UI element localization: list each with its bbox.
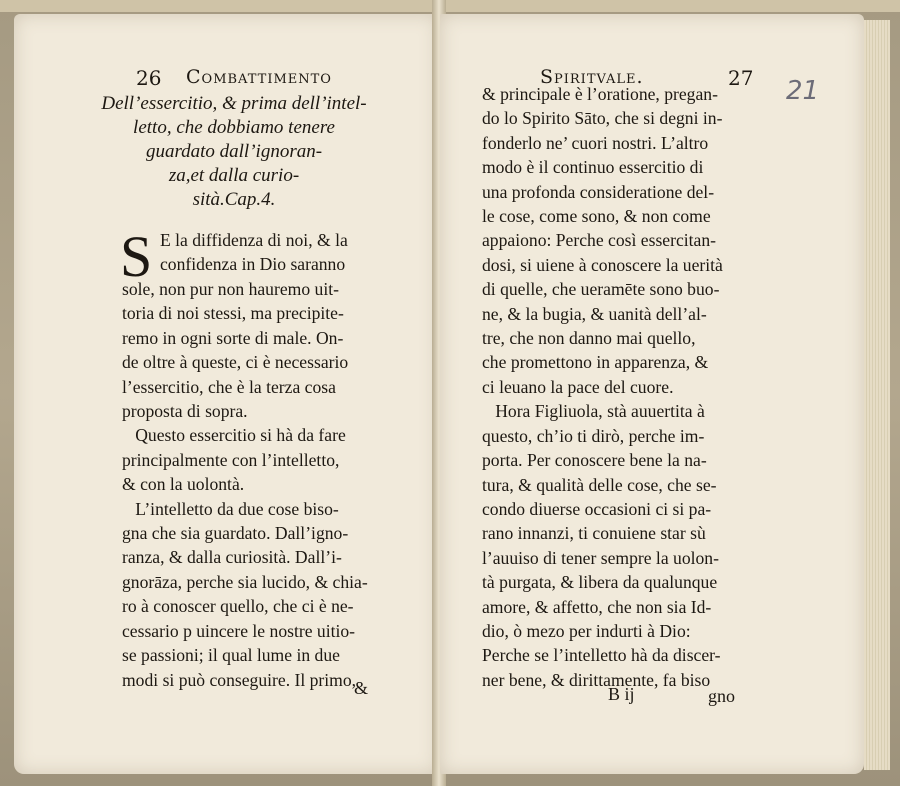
chapter-heading	[74, 92, 394, 212]
text-line: ro à conoscer quello, che ci è ne-	[122, 596, 354, 617]
text-line: ci leuano la pace del cuore.	[482, 376, 674, 397]
cover-edge	[0, 0, 900, 12]
text-line: le cose, come sono, & non come	[482, 206, 711, 227]
text-line: di quelle, che ueramēte sono buo-	[482, 279, 720, 300]
text-line: una profonda consideratione del-	[482, 181, 715, 202]
text-line: dosi, si uiene à conoscere la uerità	[482, 254, 723, 275]
drop-capital: S	[120, 224, 153, 289]
pencil-folio-note: 21	[786, 76, 820, 106]
right-page-number: 27	[728, 66, 754, 90]
heading-line: za,et dalla curio-	[168, 165, 300, 186]
text-line: rano innanzi, ti conuiene star sù	[482, 523, 706, 544]
text-line: tura, & qualità delle cose, che se-	[482, 474, 717, 495]
text-line: do lo Spirito Sāto, che si degni in-	[482, 108, 723, 129]
text-line: che promettono in apparenza, &	[482, 352, 709, 373]
text-line: l’auuiso di tener sempre la uolon-	[482, 547, 719, 568]
text-line: porta. Per conoscere bene la na-	[482, 450, 707, 471]
text-line: gnorāza, perche sia lucido, & chia-	[122, 571, 368, 592]
text-line: cessario p uincere le nostre uitio-	[122, 620, 356, 641]
text-line: ne, & la bugia, & uanità dell’al-	[482, 303, 707, 324]
text-line: Perche se l’intelletto hà da discer-	[482, 645, 721, 666]
text-line: appaiono: Perche così essercitan-	[482, 230, 717, 251]
left-catchword: &	[354, 678, 369, 698]
text-line: & con la uolontà.	[122, 474, 245, 495]
text-line: fonderlo ne’ cuori nostri. L’altro	[482, 132, 709, 153]
heading-line: guardato dall’ignoran-	[145, 141, 323, 162]
text-line: proposta di sopra.	[122, 401, 248, 422]
left-body	[122, 277, 368, 692]
text-line: confidenza in Dio saranno	[160, 254, 346, 275]
text-line: gna che sia guardato. Dall’igno-	[122, 523, 349, 544]
text-line: & principale è l’oratione, pregan-	[482, 84, 718, 104]
text-line: dio, ò mezo per indurti à Dio:	[482, 620, 691, 641]
right-running-head: Spiritvale.	[540, 66, 644, 88]
text-line: tre, che non danno mai quello,	[482, 328, 696, 349]
fore-edge	[864, 20, 890, 770]
dropcap-lines	[160, 228, 348, 277]
text-line: ner bene, & dirittamente, fa biso	[482, 669, 711, 690]
text-line: tà purgata, & libera da qualunque	[482, 572, 718, 593]
heading-line: Dell’essercitio, & prima dell’intel-	[101, 93, 367, 114]
right-catchword: gno	[708, 686, 735, 706]
text-line: modo è il continuo essercitio di	[482, 157, 704, 178]
text-line: L’intelletto da due cose biso-	[122, 498, 339, 519]
text-line: condo diuerse occasioni ci si pa-	[482, 498, 712, 519]
left-running-head: Combattimento	[186, 66, 332, 88]
text-line: ranza, & dalla curiosità. Dall’i-	[122, 547, 342, 568]
text-line: amore, & affetto, che non sia Id-	[482, 596, 712, 617]
text-line: Questo essercitio si hà da fare	[122, 425, 346, 446]
text-line: remo in ogni sorte di male. On-	[122, 327, 344, 348]
text-line: de oltre à queste, ci è necessario	[122, 352, 349, 373]
text-line: questo, ch’io ti dirò, perche im-	[482, 425, 705, 446]
right-page	[440, 14, 864, 774]
left-page	[14, 14, 438, 774]
heading-line: letto, che dobbiamo tenere	[133, 117, 335, 138]
heading-line: sità.Cap.4.	[192, 189, 276, 210]
text-line: principalmente con l’intelletto,	[122, 449, 340, 470]
signature-mark: B ij	[608, 684, 635, 704]
text-line: sole, non pur non hauremo uit-	[122, 279, 339, 299]
text-line: Hora Figliuola, stà auuertita à	[482, 401, 705, 422]
text-line: E la diffidenza di noi, & la	[160, 230, 348, 250]
text-line: toria di noi stessi, ma precipite-	[122, 303, 344, 324]
left-page-number: 26	[136, 66, 162, 90]
text-line: l’essercitio, che è la terza cosa	[122, 376, 336, 397]
text-line: se passioni; il qual lume in due	[122, 645, 340, 666]
right-body	[482, 82, 723, 692]
text-line: modi si può conseguire. Il primo,	[122, 669, 357, 690]
